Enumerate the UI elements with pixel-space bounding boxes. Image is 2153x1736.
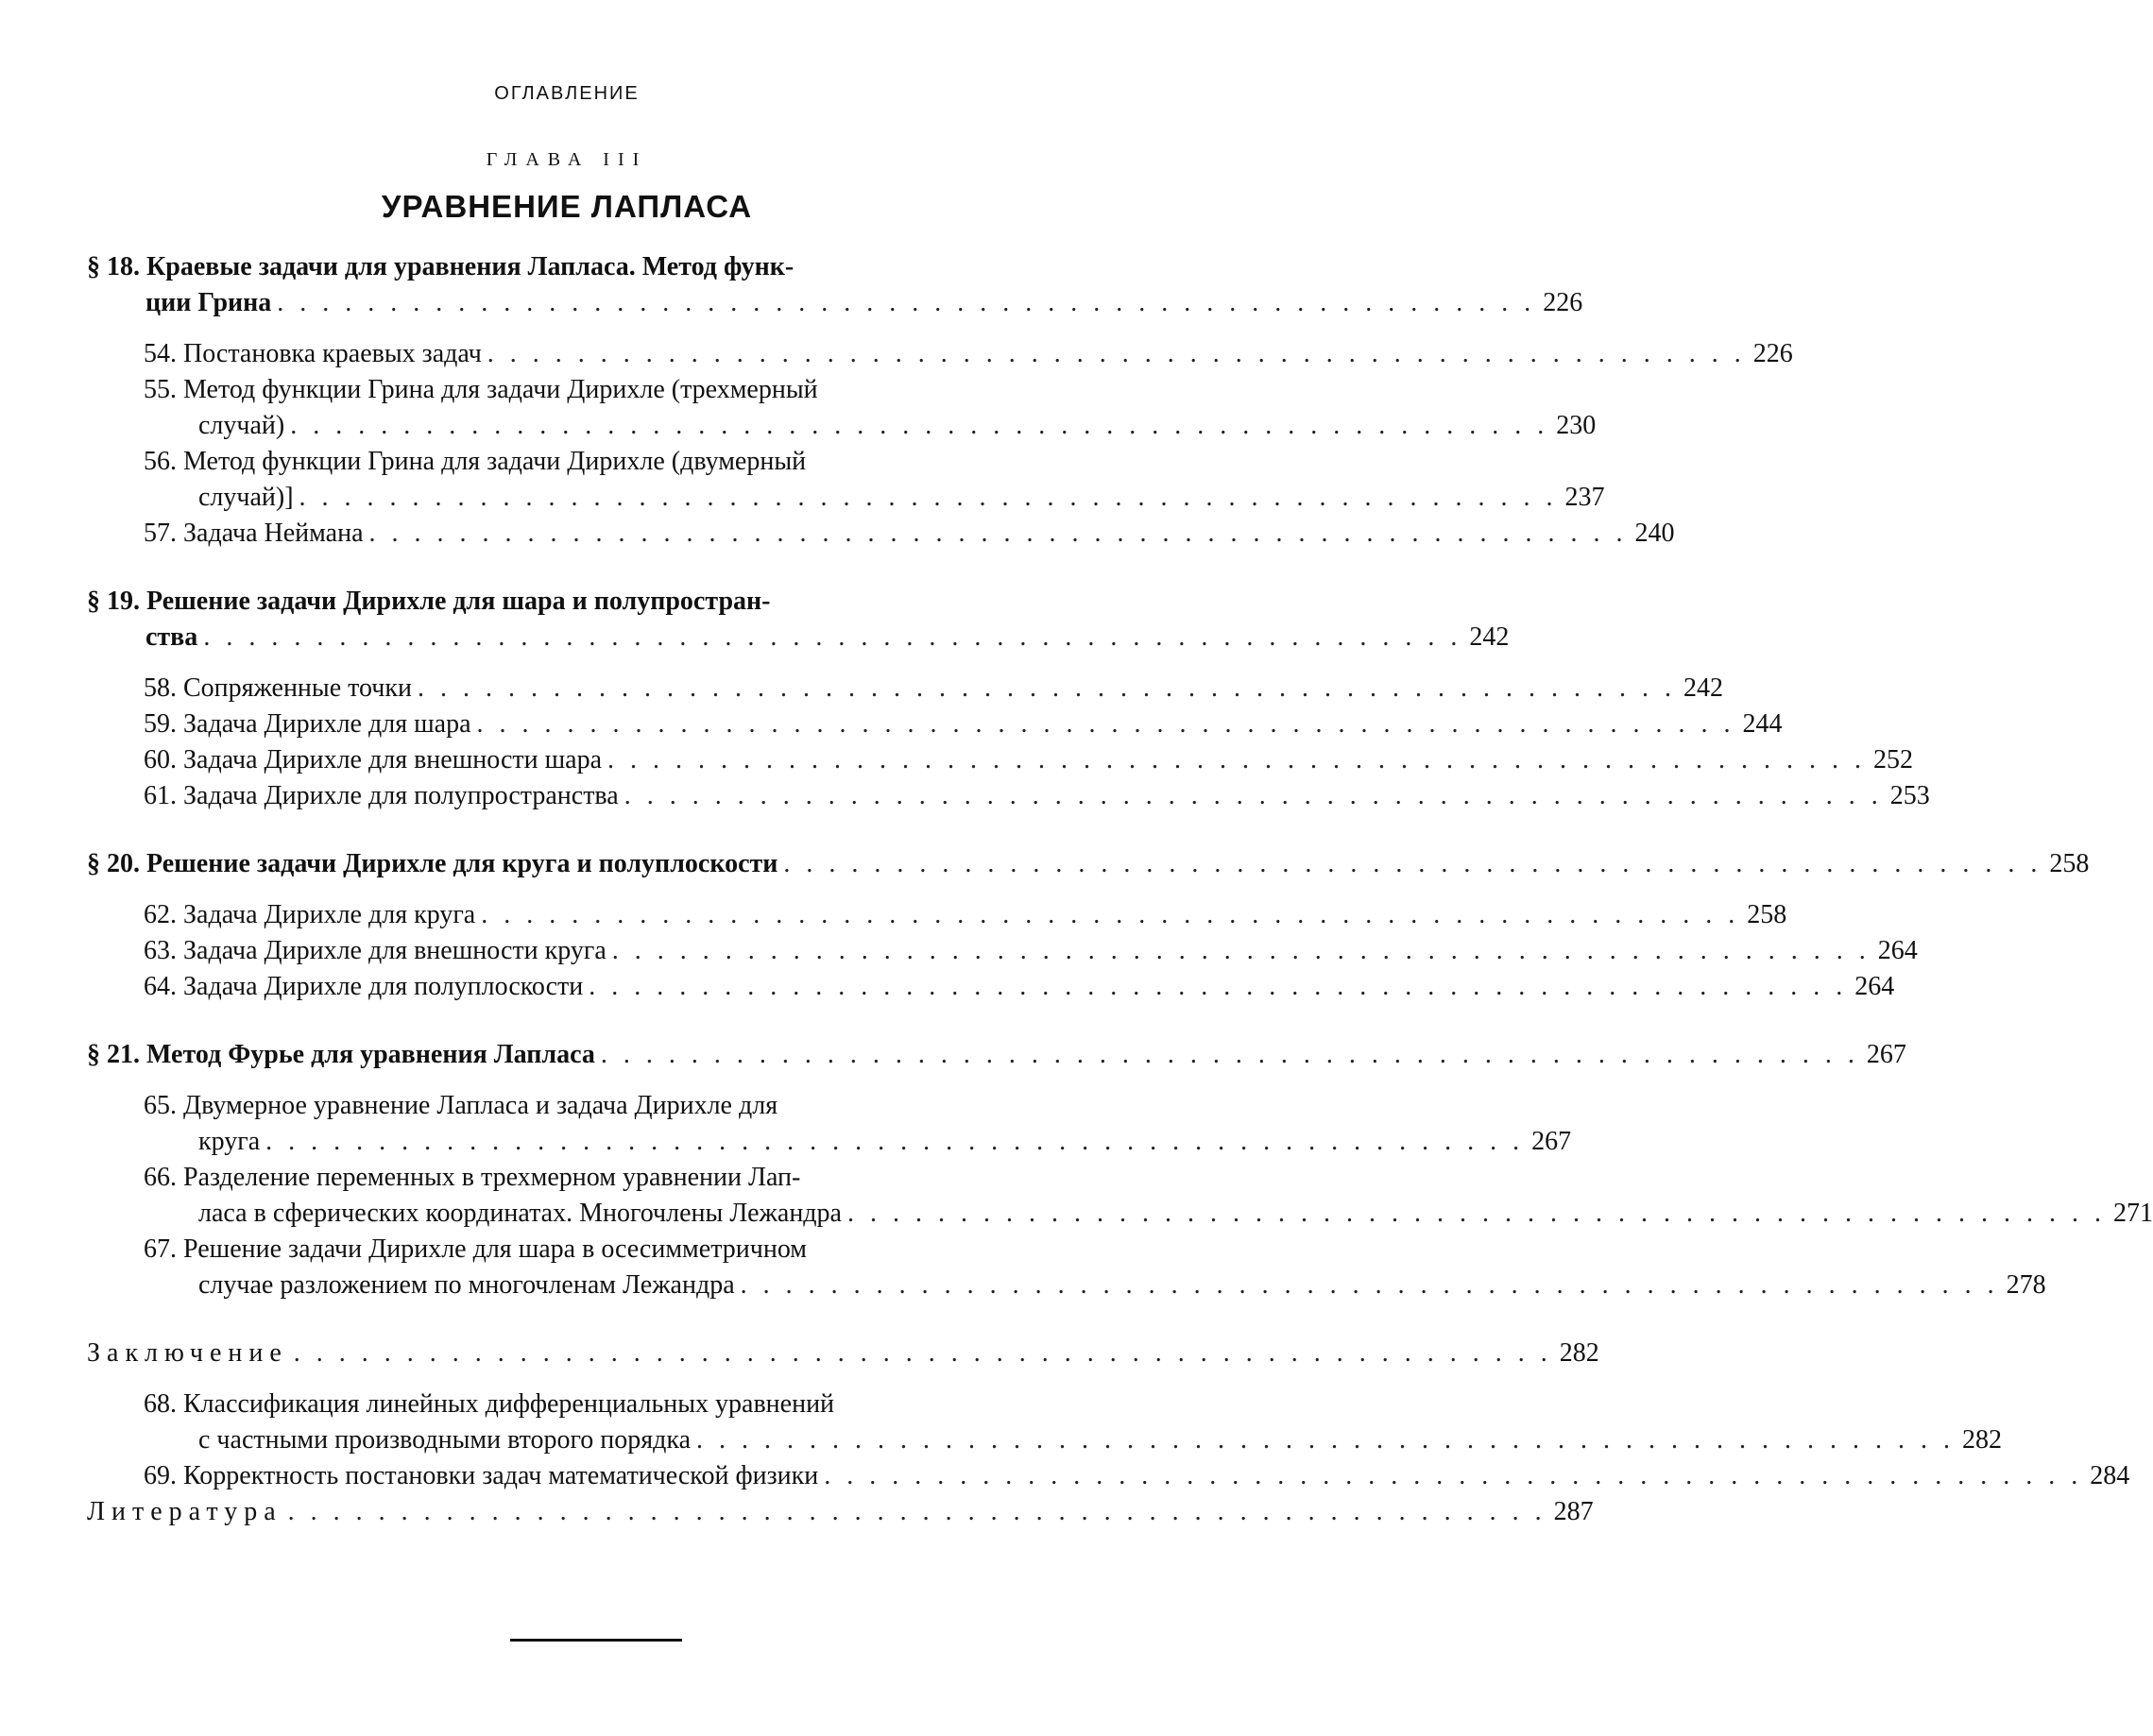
page-number: 253 bbox=[1889, 781, 1930, 810]
section-gap bbox=[87, 552, 1052, 584]
dot-leader: . . . . . . . . . . . . . . . . . . . . . . . . . . . . . . . . . . . . . . . . . . . . . . . . . . . . . . . . bbox=[846, 1199, 2106, 1228]
table-of-contents bbox=[87, 249, 2153, 1530]
toc-section-entry bbox=[87, 285, 1583, 321]
sec-entry-line: § 18. Краевые задачи для уравнения Лапласа. Метод функ- bbox=[87, 252, 795, 281]
conclusion-entry bbox=[87, 1336, 1599, 1371]
dot-leader: . . . . . . . . . . . . . . . . . . . . . . . . . . . . . . . . . . . . . . . . . . . . . . . . . . . . . . . . bbox=[481, 900, 1740, 929]
sec-title: § 21. Метод Фурье для уравнения Лапласа bbox=[87, 1040, 595, 1069]
item-title: 69. Корректность постановки задач математической физики bbox=[144, 1461, 819, 1490]
item-entry-line: 68. Классификация линейных дифференциальных уравнений bbox=[144, 1389, 835, 1419]
section-gap bbox=[87, 1303, 1052, 1336]
dot-leader: . . . . . . . . . . . . . . . . . . . . . . . . . . . . . . . . . . . . . . . . . . . . . . . . . . . . . . . . bbox=[368, 519, 1628, 548]
item-title: 62. Задача Дирихле для круга bbox=[144, 900, 476, 929]
page-number: 258 bbox=[1747, 900, 1787, 929]
item-title: круга bbox=[198, 1127, 261, 1156]
page-number: 271 bbox=[2112, 1199, 2153, 1228]
page-number: 226 bbox=[1543, 288, 1583, 317]
dot-leader: . . . . . . . . . . . . . . . . . . . . . . . . . . . . . . . . . . . . . . . . . . . . . . . . . . . . . . . . bbox=[265, 1127, 1525, 1156]
page-number: 278 bbox=[2006, 1270, 2046, 1300]
toc-item-entry bbox=[87, 706, 1783, 742]
item-title: случай)] bbox=[198, 483, 294, 512]
toc-item-entry bbox=[87, 516, 1675, 552]
dot-leader: . . . . . . . . . . . . . . . . . . . . . . . . . . . . . . . . . . . . . . . . . . . . . . . . . . . . . . . . bbox=[696, 1425, 1955, 1455]
dot-leader: . . . . . . . . . . . . . . . . . . . . . . . . . . . . . . . . . . . . . . . . . . . . . . . . . . . . . . . . bbox=[824, 1461, 2083, 1490]
item-title: случае разложением по многочленам Лежандра bbox=[198, 1270, 735, 1300]
section-gap-small bbox=[87, 321, 1052, 336]
dot-leader: . . . . . . . . . . . . . . . . . . . . . . . . . . . . . . . . . . . . . . . . . . . . . . . . . . . . . . . . bbox=[287, 1497, 1546, 1526]
item-title: случай) bbox=[198, 411, 285, 440]
toc-item-entry bbox=[87, 933, 1918, 969]
page-number: 264 bbox=[1877, 936, 1918, 965]
end-rule bbox=[510, 1639, 682, 1642]
conclusion-title: Заключение bbox=[87, 1338, 288, 1368]
page-number: 242 bbox=[1683, 673, 1723, 703]
dot-leader: . . . . . . . . . . . . . . . . . . . . . . . . . . . . . . . . . . . . . . . . . . . . . . . . . . . . . . . . bbox=[783, 849, 2042, 878]
section-gap-small bbox=[87, 882, 1052, 897]
page-number: 230 bbox=[1556, 411, 1597, 440]
toc-item-entry bbox=[87, 1422, 2002, 1458]
dot-leader: . . . . . . . . . . . . . . . . . . . . . . . . . . . . . . . . . . . . . . . . . . . . . . . . . . . . . . . . bbox=[624, 781, 1883, 810]
toc-item-entry bbox=[87, 1196, 2153, 1232]
page-number: 240 bbox=[1634, 519, 1675, 548]
dot-leader: . . . . . . . . . . . . . . . . . . . . . . . . . . . . . . . . . . . . . . . . . . . . . . . . . . . . . . . . bbox=[476, 709, 1735, 739]
item-title: 54. Постановка краевых задач bbox=[144, 339, 482, 368]
page-number: 284 bbox=[2090, 1461, 2130, 1490]
toc-item-entry bbox=[87, 897, 1787, 933]
chapter-label: ГЛАВА III bbox=[486, 149, 648, 170]
dot-leader: . . . . . . . . . . . . . . . . . . . . . . . . . . . . . . . . . . . . . . . . . . . . . . . . . . . . . . . . bbox=[611, 936, 1871, 965]
dot-leader: . . . . . . . . . . . . . . . . . . . . . . . . . . . . . . . . . . . . . . . . . . . . . . . . . . . . . . . . bbox=[607, 745, 1867, 774]
sec-title: ства bbox=[145, 622, 198, 652]
page-number: 242 bbox=[1469, 622, 1510, 652]
dot-leader: . . . . . . . . . . . . . . . . . . . . . . . . . . . . . . . . . . . . . . . . . . . . . . . . . . . . . . . . bbox=[600, 1040, 1859, 1069]
running-head: ОГЛАВЛЕНИЕ bbox=[494, 83, 640, 104]
page-number: 282 bbox=[1559, 1338, 1599, 1368]
sec-title: § 20. Решение задачи Дирихле для круга и полуплоскости bbox=[87, 849, 778, 878]
toc-item-entry bbox=[87, 1268, 2046, 1303]
item-entry-line: 56. Метод функции Грина для задачи Дирихле (двумерный bbox=[144, 447, 807, 476]
dot-leader: . . . . . . . . . . . . . . . . . . . . . . . . . . . . . . . . . . . . . . . . . . . . . . . . . . . . . . . . bbox=[417, 673, 1676, 703]
dot-leader: . . . . . . . . . . . . . . . . . . . . . . . . . . . . . . . . . . . . . . . . . . . . . . . . . . . . . . . . bbox=[740, 1270, 1999, 1300]
page-number: 267 bbox=[1531, 1127, 1572, 1156]
dot-leader: . . . . . . . . . . . . . . . . . . . . . . . . . . . . . . . . . . . . . . . . . . . . . . . . . . . . . . . . bbox=[290, 411, 1549, 440]
toc-item-entry bbox=[87, 742, 1914, 778]
toc-item-entry bbox=[87, 480, 1605, 516]
page-number: 287 bbox=[1553, 1497, 1594, 1526]
item-entry-line: 66. Разделение переменных в трехмерном уравнении Лап- bbox=[144, 1163, 801, 1192]
item-title: 61. Задача Дирихле для полупространства bbox=[144, 781, 619, 810]
toc-item-entry bbox=[87, 336, 1793, 372]
dot-leader: . . . . . . . . . . . . . . . . . . . . . . . . . . . . . . . . . . . . . . . . . . . . . . . . . . . . . . . . bbox=[293, 1338, 1552, 1368]
page-number: 258 bbox=[2049, 849, 2090, 878]
page-number: 267 bbox=[1866, 1040, 1906, 1069]
item-entry-line: 67. Решение задачи Дирихле для шара в осесимметричном bbox=[144, 1234, 808, 1264]
literature-entry bbox=[87, 1494, 1594, 1530]
item-title: 59. Задача Дирихле для шара bbox=[144, 709, 471, 739]
page-number: 252 bbox=[1873, 745, 1914, 774]
toc-section-entry bbox=[87, 620, 1510, 655]
item-entry-line: 65. Двумерное уравнение Лапласа и задача Дирихле для bbox=[144, 1091, 778, 1120]
item-title: 57. Задача Неймана bbox=[144, 519, 364, 548]
toc-item-entry bbox=[87, 1458, 2130, 1494]
item-entry-line: 55. Метод функции Грина для задачи Дирихле (трехмерный bbox=[144, 375, 818, 404]
page-number: 264 bbox=[1854, 972, 1895, 1001]
toc-item-entry bbox=[87, 1124, 1572, 1160]
section-gap-small bbox=[87, 1371, 1052, 1387]
page-number: 282 bbox=[1962, 1425, 2002, 1455]
item-title: 60. Задача Дирихле для внешности шара bbox=[144, 745, 603, 774]
toc-item-entry bbox=[87, 969, 1895, 1005]
toc-section-entry bbox=[87, 1037, 1906, 1073]
dot-leader: . . . . . . . . . . . . . . . . . . . . . . . . . . . . . . . . . . . . . . . . . . . . . . . . . . . . . . . . bbox=[487, 339, 1746, 368]
toc-item-entry bbox=[87, 778, 1930, 814]
section-gap-small bbox=[87, 1073, 1052, 1088]
item-title: с частными производными второго порядка bbox=[198, 1425, 691, 1455]
section-gap bbox=[87, 814, 1052, 846]
sec-entry-line: § 19. Решение задачи Дирихле для шара и полупростран- bbox=[87, 587, 771, 616]
item-title: 58. Сопряженные точки bbox=[144, 673, 412, 703]
section-gap-small bbox=[87, 655, 1052, 671]
toc-item-entry bbox=[87, 671, 1723, 706]
chapter-title: УРАВНЕНИЕ ЛАПЛАСА bbox=[381, 189, 753, 224]
page-number: 244 bbox=[1742, 709, 1783, 739]
dot-leader: . . . . . . . . . . . . . . . . . . . . . . . . . . . . . . . . . . . . . . . . . . . . . . . . . . . . . . . . bbox=[203, 622, 1462, 652]
dot-leader: . . . . . . . . . . . . . . . . . . . . . . . . . . . . . . . . . . . . . . . . . . . . . . . . . . . . . . . . bbox=[299, 483, 1558, 512]
toc-section-entry bbox=[87, 846, 2090, 882]
dot-leader: . . . . . . . . . . . . . . . . . . . . . . . . . . . . . . . . . . . . . . . . . . . . . . . . . . . . . . . . bbox=[277, 288, 1536, 317]
item-title: 63. Задача Дирихле для внешности круга bbox=[144, 936, 607, 965]
literature-title: Литература bbox=[87, 1497, 282, 1526]
page-number: 237 bbox=[1564, 483, 1605, 512]
section-gap bbox=[87, 1005, 1052, 1037]
item-title: 64. Задача Дирихле для полуплоскости bbox=[144, 972, 584, 1001]
sec-title: ции Грина bbox=[145, 288, 272, 317]
toc-item-entry bbox=[87, 408, 1597, 444]
dot-leader: . . . . . . . . . . . . . . . . . . . . . . . . . . . . . . . . . . . . . . . . . . . . . . . . . . . . . . . . bbox=[589, 972, 1848, 1001]
page-number: 226 bbox=[1752, 339, 1793, 368]
item-title: ласа в сферических координатах. Многочлены Лежандра bbox=[198, 1199, 842, 1228]
